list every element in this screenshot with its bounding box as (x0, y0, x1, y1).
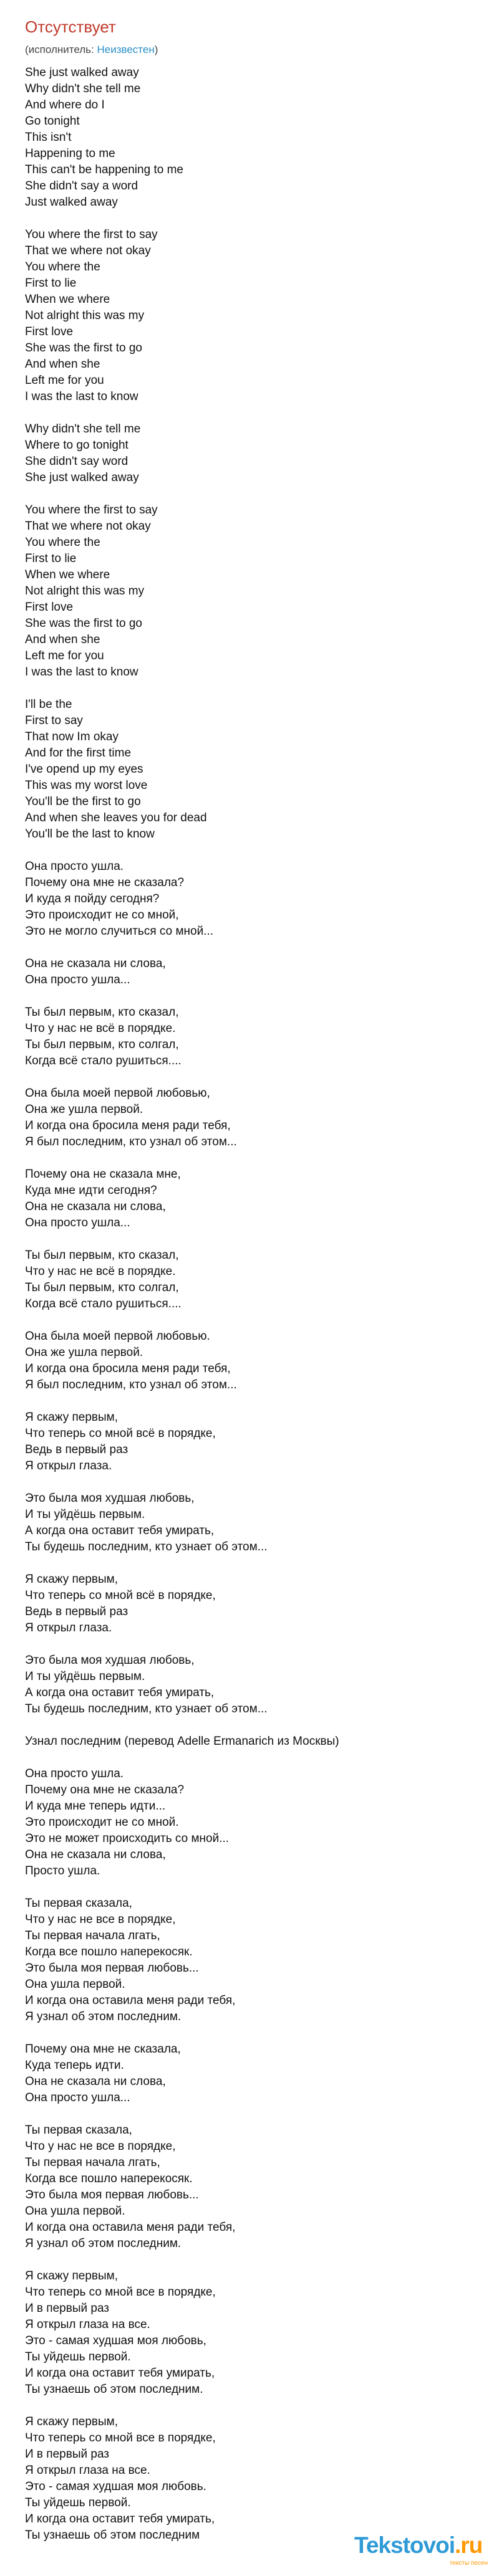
lyric-line: Узнал последним (перевод Adelle Ermanarich из Москвы) (25, 1735, 339, 1748)
stanza-break (25, 1393, 474, 1410)
lyric-line: Просто ушла. (25, 1864, 100, 1877)
performer-prefix: (исполнитель: (25, 44, 97, 55)
lyric-line: Я открыл глаза. (25, 1459, 112, 1472)
lyric-line: Ты первая начала лгать, (25, 1929, 160, 1942)
lyric-line: She was the first to go (25, 617, 142, 630)
stanza-break (25, 1555, 474, 1572)
stanza-break (25, 2252, 474, 2268)
lyric-line: И в первый раз (25, 2448, 110, 2461)
lyric-line: И когда она бросила меня ради тебя, (25, 1119, 231, 1132)
stanza-break (25, 842, 474, 859)
lyric-line: She just walked away (25, 471, 139, 484)
stanza-break (25, 1750, 474, 1766)
lyric-line: Ты первая сказала, (25, 2124, 132, 2137)
lyric-line: Ты был первым, кто сказал, (25, 1249, 179, 1262)
lyric-line: She just walked away (25, 66, 139, 79)
lyric-line: When we where (25, 568, 110, 581)
lyric-line: Она просто ушла... (25, 1216, 130, 1229)
lyrics-text (25, 65, 474, 2544)
stanza-break (25, 1879, 474, 1896)
lyric-line: That now Im okay (25, 730, 119, 743)
lyric-line: Она была моей первой любовью, (25, 1087, 210, 1100)
lyric-line: First to lie (25, 277, 77, 290)
stanza-break (25, 2398, 474, 2414)
lyric-line: Я был последним, кто узнал об этом... (25, 1135, 237, 1148)
lyric-line: And when she (25, 358, 100, 371)
lyric-line: Что теперь со мной всё в порядке, (25, 1427, 216, 1440)
lyric-line: Почему она не сказала мне, (25, 1168, 181, 1181)
lyric-line: Когда всё стало рушиться.... (25, 1054, 182, 1067)
lyric-line: И ты уйдёшь первым. (25, 1670, 145, 1683)
lyric-line: Почему она мне не сказала? (25, 1783, 185, 1796)
lyric-line: Это была моя первая любовь... (25, 2188, 199, 2202)
lyric-line: First love (25, 601, 74, 614)
stanza-break (25, 940, 474, 956)
lyric-line: А когда она оставит тебя умирать, (25, 1686, 215, 1699)
stanza-break (25, 1150, 474, 1166)
lyric-line: Ты первая начала лгать, (25, 2156, 160, 2169)
lyric-line: И когда она оставит тебя умирать, (25, 2367, 215, 2380)
lyric-line: Куда мне идти сегодня? (25, 1184, 157, 1197)
lyric-line: She didn't say word (25, 455, 128, 468)
lyric-line: А когда она оставит тебя умирать, (25, 1524, 215, 1537)
stanza-break (25, 1312, 474, 1329)
lyric-line: You where the (25, 536, 100, 549)
stanza-break (25, 1069, 474, 1085)
lyric-line: You'll be the last to know (25, 828, 155, 841)
lyric-line: Я был последним, кто узнал об этом... (25, 1378, 237, 1391)
lyric-line: Я открыл глаза на все. (25, 2464, 150, 2477)
lyric-line: Это - самая худшая моя любовь, (25, 2334, 206, 2347)
lyric-line: Ты узнаешь об этом последним (25, 2529, 200, 2542)
lyric-line: И куда я пойду сегодня? (25, 892, 160, 905)
lyric-line: Go tonight (25, 115, 80, 128)
lyric-line: Ты был первым, кто солгал, (25, 1038, 179, 1051)
lyric-line: Я скажу первым, (25, 1573, 119, 1586)
lyric-line: You where the first to say (25, 503, 158, 517)
lyric-line: This can't be happening to me (25, 163, 183, 176)
lyric-line: I'll be the (25, 698, 72, 711)
logo-domain: .ru (454, 2532, 483, 2558)
lyric-line: Я узнал об этом последним. (25, 2010, 182, 2023)
stanza-break (25, 680, 474, 697)
stanza-break (25, 1636, 474, 1653)
lyric-line: И когда она оставит тебя умирать, (25, 2512, 215, 2526)
lyric-line: Когда все пошло наперекосяк. (25, 2172, 193, 2185)
lyric-line: Ты первая сказала, (25, 1897, 132, 1910)
performer-suffix: ) (154, 44, 158, 55)
lyric-line: I've opend up my eyes (25, 763, 143, 776)
lyric-line: Она не сказала ни слова, (25, 1200, 166, 1213)
lyric-line: И куда мне теперь идти... (25, 1800, 166, 1813)
lyric-line: I was the last to know (25, 665, 138, 679)
lyric-line: You'll be the first to go (25, 795, 141, 808)
lyric-line: Она же ушла первой. (25, 1103, 143, 1116)
stanza-break (25, 486, 474, 502)
logo-wordmark (354, 2532, 482, 2559)
artist-link[interactable]: Неизвестен (97, 44, 155, 55)
lyric-line: Она ушла первой. (25, 1978, 125, 1991)
lyric-line: First to say (25, 714, 83, 727)
lyric-line: Я скажу первым, (25, 1411, 119, 1424)
lyric-line: She didn't say a word (25, 179, 138, 193)
lyric-line: Ты будешь последним, кто узнает об этом... (25, 1702, 268, 1715)
lyric-line: Что теперь со мной всё в порядке, (25, 1589, 216, 1602)
lyric-line: Ведь в первый раз (25, 1605, 128, 1618)
stanza-break (25, 211, 474, 227)
stanza-break (25, 2106, 474, 2122)
song-title: Отсутствует (25, 17, 116, 36)
lyric-line: И когда она оставила меня ради тебя, (25, 2221, 236, 2234)
lyric-line: Just walked away (25, 196, 118, 209)
stanza-break (25, 2025, 474, 2041)
lyric-line: Она не сказала ни слова, (25, 1848, 166, 1861)
lyric-line: Ты уйдешь первой. (25, 2496, 131, 2509)
lyric-line: Когда все пошло наперекосяк. (25, 1945, 193, 1958)
lyric-line: This isn't (25, 131, 72, 144)
performer-info (25, 44, 158, 56)
lyric-line: Что у нас не все в порядке, (25, 1913, 176, 1926)
lyric-line: Я открыл глаза на все. (25, 2318, 150, 2331)
lyric-line: Это не могло случиться со мной... (25, 925, 214, 938)
lyric-line: And when she (25, 633, 100, 646)
stanza-break (25, 988, 474, 1004)
lyric-line: She was the first to go (25, 341, 142, 355)
lyric-line: И в первый раз (25, 2302, 110, 2315)
logo-name: Tekstovoi (354, 2532, 455, 2558)
lyric-line: Почему она мне не сказала? (25, 876, 185, 889)
lyric-line: And when she leaves you for dead (25, 811, 207, 824)
site-logo[interactable] (354, 2532, 493, 2571)
lyric-line: Почему она мне не сказала, (25, 2043, 181, 2056)
lyric-line: Когда всё стало рушиться.... (25, 1297, 182, 1310)
lyric-line: You where the first to say (25, 228, 158, 241)
lyric-line: Ты будешь последним, кто узнает об этом... (25, 1540, 268, 1553)
lyric-line: Она была моей первой любовью. (25, 1330, 210, 1343)
lyric-line: Ведь в первый раз (25, 1443, 128, 1456)
lyric-line: Я скажу первым, (25, 2415, 119, 2428)
lyric-line: Left me for you (25, 374, 104, 387)
lyric-line: Ты был первым, кто сказал, (25, 1006, 179, 1019)
lyric-line: That we where not okay (25, 520, 151, 533)
lyric-line: Она же ушла первой. (25, 1346, 143, 1359)
lyric-line: First love (25, 325, 74, 338)
lyric-line: When we where (25, 293, 110, 306)
lyric-line: Why didn't she tell me (25, 422, 141, 436)
lyric-line: Что у нас не всё в порядке. (25, 1022, 176, 1035)
lyric-line: Left me for you (25, 649, 104, 662)
lyric-line: Что теперь со мной все в порядке, (25, 2286, 216, 2299)
lyric-line: Это была моя первая любовь... (25, 1962, 199, 1975)
lyric-line: And for the first time (25, 747, 132, 760)
lyric-line: That we where not okay (25, 244, 151, 257)
lyric-line: Это происходит не со мной, (25, 909, 179, 922)
lyric-line: И когда она оставила меня ради тебя, (25, 1994, 236, 2007)
lyric-line: Она не сказала ни слова, (25, 957, 166, 970)
stanza-break (25, 1474, 474, 1491)
lyric-line: Что у нас не все в порядке, (25, 2140, 176, 2153)
lyric-line: This was my worst love (25, 779, 148, 792)
stanza-break (25, 1231, 474, 1247)
lyric-line: Ты был первым, кто солгал, (25, 1281, 179, 1294)
lyric-line: Я открыл глаза. (25, 1621, 112, 1634)
logo-tagline: тексты песен (449, 2560, 488, 2567)
lyric-line: Это - самая худшая моя любовь. (25, 2480, 206, 2493)
lyric-line: Ты узнаешь об этом последним. (25, 2383, 203, 2396)
lyric-line: Она просто ушла... (25, 973, 130, 986)
lyric-line: Why didn't she tell me (25, 82, 141, 95)
lyric-line: Она просто ушла. (25, 1767, 124, 1780)
lyric-line: Она просто ушла... (25, 2091, 130, 2104)
stanza-break (25, 1717, 474, 1734)
lyric-line: Not alright this was my (25, 584, 145, 598)
lyric-line: Ты уйдешь первой. (25, 2350, 131, 2364)
lyric-line: Она просто ушла. (25, 860, 124, 873)
lyric-line: И ты уйдёшь первым. (25, 1508, 145, 1521)
lyric-line: Это происходит не со мной. (25, 1816, 179, 1829)
lyric-line: I was the last to know (25, 390, 138, 403)
lyric-line: Я скажу первым, (25, 2269, 119, 2283)
lyric-line: Where to go tonight (25, 439, 128, 452)
lyric-line: Что теперь со мной все в порядке, (25, 2431, 216, 2445)
lyric-line: Это не может происходить со мной... (25, 1832, 230, 1845)
stanza-break (25, 405, 474, 421)
lyric-line: Куда теперь идти. (25, 2059, 124, 2072)
lyric-line: Она ушла первой. (25, 2205, 125, 2218)
lyric-line: И когда она бросила меня ради тебя, (25, 1362, 231, 1375)
lyric-line: Это была моя худшая любовь, (25, 1654, 195, 1667)
lyric-line: Not alright this was my (25, 309, 145, 322)
lyric-line: And where do I (25, 98, 105, 112)
lyric-line: You where the (25, 260, 100, 274)
lyric-line: Это была моя худшая любовь, (25, 1492, 195, 1505)
lyric-line: Happening to me (25, 147, 115, 160)
lyric-line: First to lie (25, 552, 77, 565)
lyric-line: Я узнал об этом последним. (25, 2237, 182, 2250)
lyric-line: Она не сказала ни слова, (25, 2075, 166, 2088)
lyric-line: Что у нас не всё в порядке. (25, 1265, 176, 1278)
